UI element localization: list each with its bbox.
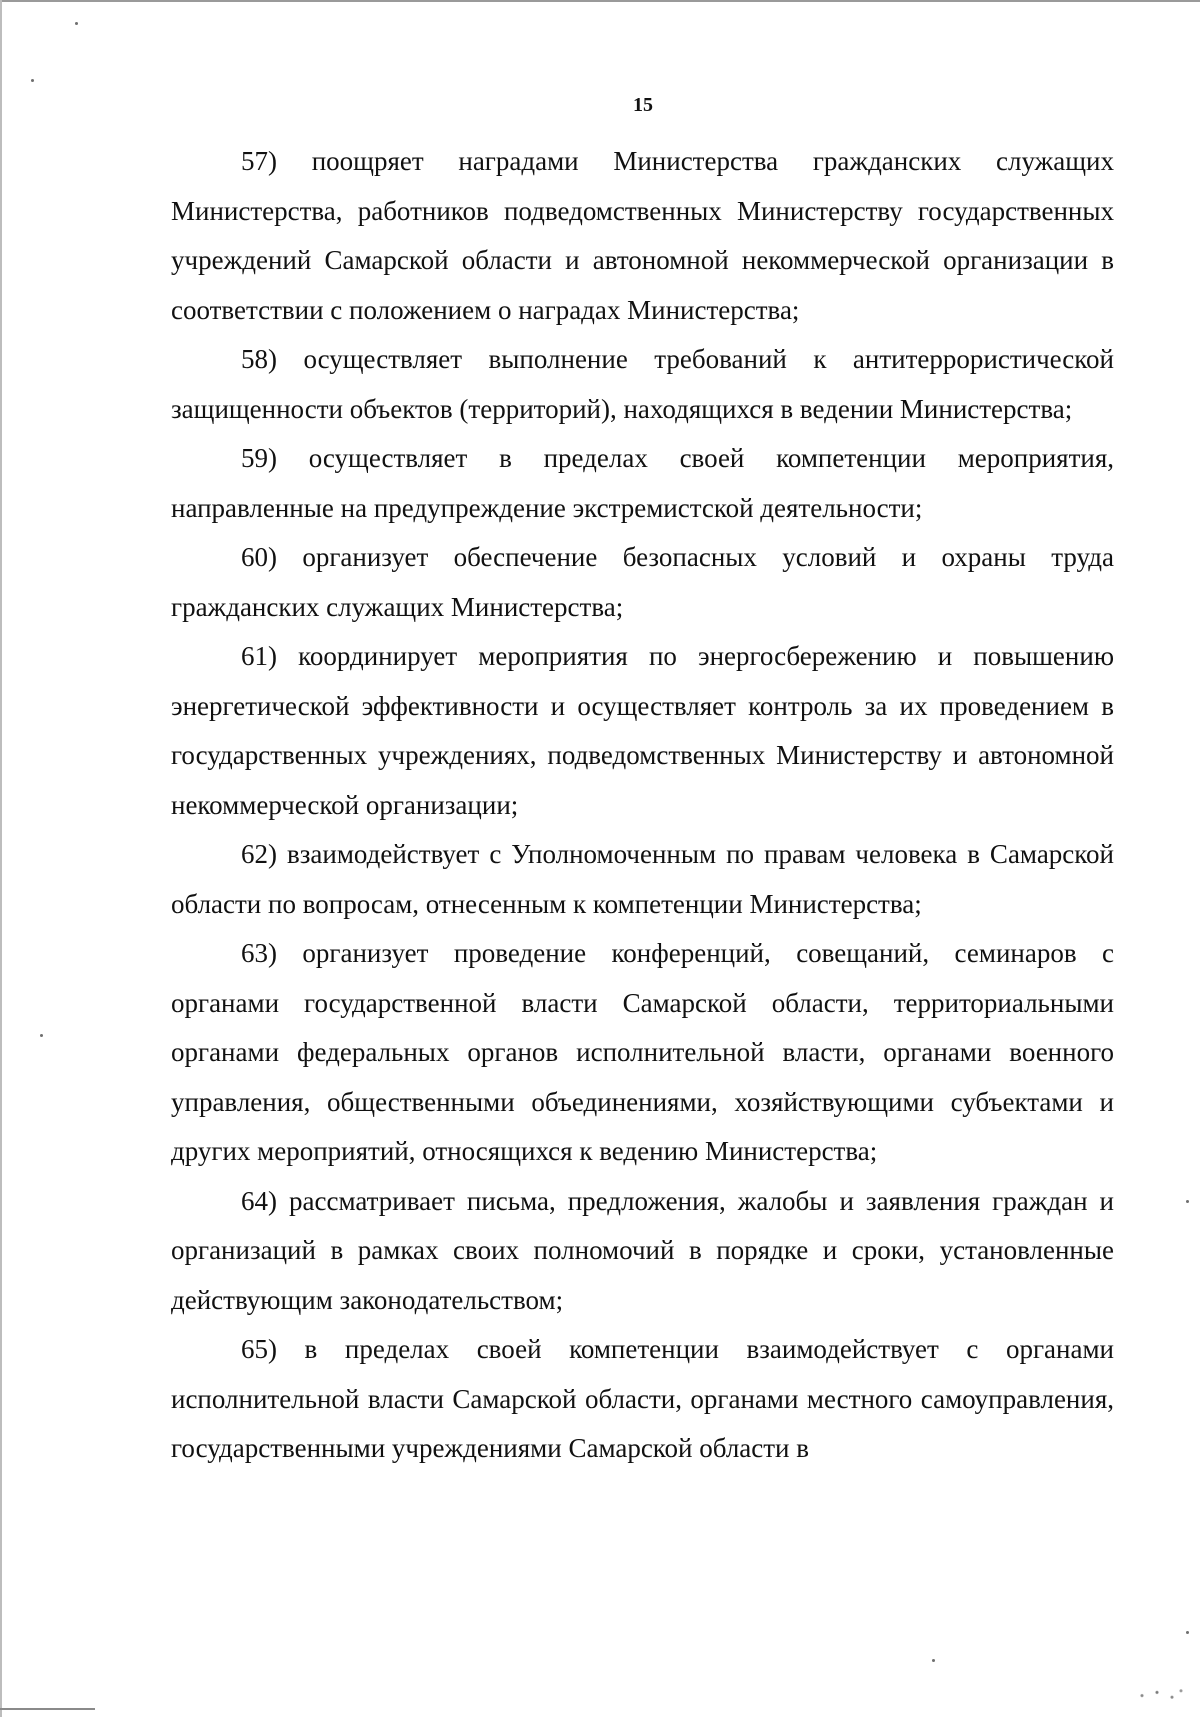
paragraph-65: 65) в пределах своей компетенции взаимодействует с органами исполнительной власти Самарской области, органами местного самоуправления, государственными учреждениями Самарской области в — [171, 1334, 1114, 1463]
paragraph-63: 63) организует проведение конференций, совещаний, семинаров с органами государственной власти Самарской области, территориальными органами федеральных органов исполнительной власти, органами военного управления, общественными объединениями, хозяйствующими субъектами и других мероприятий, относящихся к ведению Министерства; — [171, 938, 1114, 1166]
scan-speck — [1186, 1631, 1189, 1634]
left-scan-edge — [0, 0, 2, 1717]
bottom-scan-edge — [0, 1708, 95, 1710]
paragraph-64: 64) рассматривает письма, предложения, жалобы и заявления граждан и организаций в рамках своих полномочий в порядке и сроки, установленные действующим законодательством; — [171, 1185, 1114, 1315]
scan-speck — [1186, 1200, 1189, 1203]
document-body — [171, 137, 1114, 1474]
scan-speck — [40, 1034, 43, 1037]
top-scan-edge — [0, 0, 1200, 2]
scan-speck — [31, 79, 34, 82]
scan-speck — [932, 1659, 935, 1662]
paragraph-62: 62) взаимодействует с Уполномоченным по правам человека в Самарской области по вопросам, отнесенным к компетенции Министерства; — [171, 839, 1114, 919]
paragraph-57: 57) поощряет наградами Министерства гражданских служащих Министерства, работников подведомственных Министерству государственных учреждений Самарской области и автономной некоммерческой организации в соответствии с положением о наградах Министерства; — [171, 146, 1114, 325]
paragraph-59: 59) осуществляет в пределах своей компетенции мероприятия, направленные на предупреждение экстремистской деятельности; — [171, 443, 1114, 523]
paragraph-61: 61) координирует мероприятия по энергосбережению и повышению энергетической эффективности и осуществляет контроль за их проведением в государственных учреждениях, подведомственных Министерству и автономной некоммерческой организации; — [171, 641, 1114, 820]
scan-noise — [1130, 1686, 1190, 1702]
paragraph-60: 60) организует обеспечение безопасных условий и охраны труда гражданских служащих Министерства; — [171, 542, 1114, 622]
paragraph-58: 58) осуществляет выполнение требований к антитеррористической защищенности объектов (территорий), находящихся в ведении Министерства; — [171, 344, 1114, 424]
scan-speck — [75, 22, 78, 25]
page-number: 15 — [633, 94, 653, 116]
